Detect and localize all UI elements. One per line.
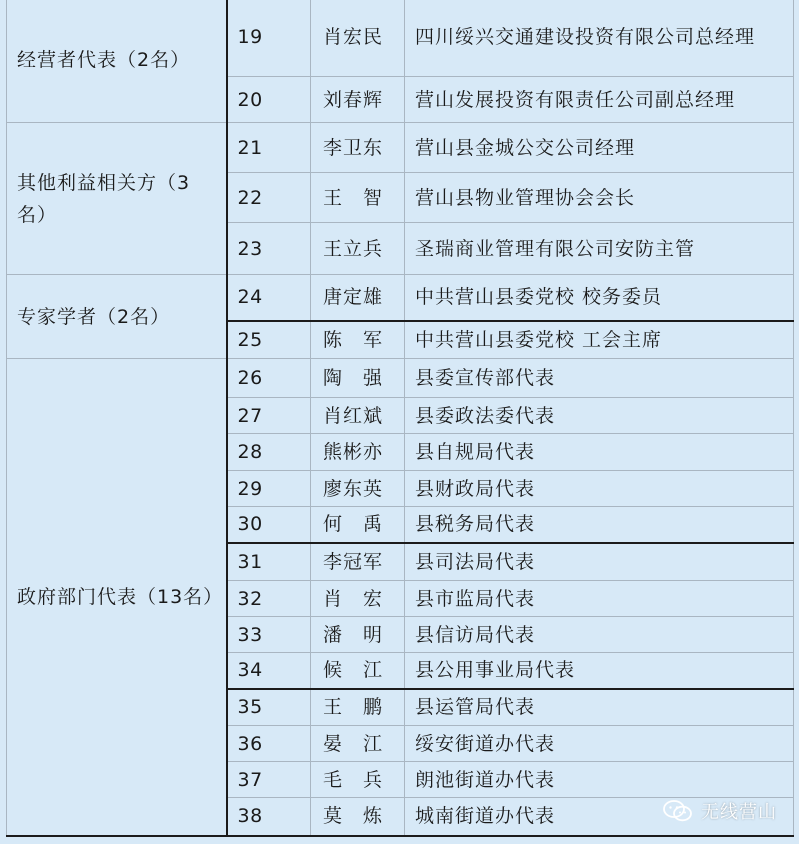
unit-cell: 县委宣传部代表 [405, 359, 794, 398]
name-cell: 肖红斌 [311, 398, 405, 434]
name-cell: 肖 宏 [311, 581, 405, 617]
number-cell: 25 [227, 321, 311, 359]
number-cell: 22 [227, 173, 311, 223]
number-cell: 23 [227, 223, 311, 275]
wechat-icon [663, 800, 693, 822]
number-cell: 29 [227, 471, 311, 507]
number-cell: 38 [227, 798, 311, 836]
number-cell: 24 [227, 275, 311, 321]
unit-cell: 营山发展投资有限责任公司副总经理 [405, 77, 794, 123]
name-cell: 陈 军 [311, 321, 405, 359]
name-cell: 晏 江 [311, 726, 405, 762]
unit-cell: 中共营山县委党校 校务委员 [405, 275, 794, 321]
unit-cell: 绥安街道办代表 [405, 726, 794, 762]
unit-cell: 营山县物业管理协会会长 [405, 173, 794, 223]
unit-cell: 县自规局代表 [405, 434, 794, 471]
name-cell: 王立兵 [311, 223, 405, 275]
name-cell: 李卫东 [311, 123, 405, 173]
number-cell: 37 [227, 762, 311, 798]
name-cell: 毛 兵 [311, 762, 405, 798]
name-cell: 唐定雄 [311, 275, 405, 321]
unit-cell: 县财政局代表 [405, 471, 794, 507]
number-cell: 27 [227, 398, 311, 434]
table-row [7, 0, 794, 77]
unit-cell: 县委政法委代表 [405, 398, 794, 434]
number-cell: 36 [227, 726, 311, 762]
name-cell: 李冠军 [311, 543, 405, 581]
name-cell: 熊彬亦 [311, 434, 405, 471]
number-cell: 20 [227, 77, 311, 123]
name-cell: 陶 强 [311, 359, 405, 398]
name-cell: 肖宏民 [311, 0, 405, 77]
category-cell: 其他利益相关方（3名） [7, 123, 227, 275]
unit-cell: 中共营山县委党校 工会主席 [405, 321, 794, 359]
unit-cell: 朗池街道办代表 [405, 762, 794, 798]
watermark-text: 无线营山 [701, 802, 777, 823]
unit-cell: 四川绥兴交通建设投资有限公司总经理 [405, 0, 794, 77]
name-cell: 潘 明 [311, 617, 405, 653]
unit-cell: 圣瑞商业管理有限公司安防主管 [405, 223, 794, 275]
number-cell: 35 [227, 689, 311, 726]
name-cell: 莫 炼 [311, 798, 405, 836]
unit-cell: 县税务局代表 [405, 507, 794, 543]
watermark [663, 798, 777, 824]
name-cell: 候 江 [311, 653, 405, 689]
number-cell: 33 [227, 617, 311, 653]
name-cell: 何 禹 [311, 507, 405, 543]
category-cell: 政府部门代表（13名） [7, 359, 227, 836]
name-cell: 廖东英 [311, 471, 405, 507]
number-cell: 19 [227, 0, 311, 77]
name-cell: 王 鹏 [311, 689, 405, 726]
name-cell: 刘春辉 [311, 77, 405, 123]
number-cell: 31 [227, 543, 311, 581]
number-cell: 34 [227, 653, 311, 689]
name-cell: 王 智 [311, 173, 405, 223]
unit-cell: 城南街道办代表 [405, 798, 794, 836]
unit-cell: 营山县金城公交公司经理 [405, 123, 794, 173]
unit-cell: 县公用事业局代表 [405, 653, 794, 689]
unit-cell: 县市监局代表 [405, 581, 794, 617]
table-row [7, 275, 794, 321]
number-cell: 28 [227, 434, 311, 471]
table-row [7, 359, 794, 398]
number-cell: 21 [227, 123, 311, 173]
category-cell: 专家学者（2名） [7, 275, 227, 359]
category-cell: 经营者代表（2名） [7, 0, 227, 123]
number-cell: 30 [227, 507, 311, 543]
unit-cell: 县运管局代表 [405, 689, 794, 726]
member-table [6, 0, 794, 837]
table-row [7, 123, 794, 173]
number-cell: 26 [227, 359, 311, 398]
unit-cell: 县司法局代表 [405, 543, 794, 581]
unit-cell: 县信访局代表 [405, 617, 794, 653]
number-cell: 32 [227, 581, 311, 617]
